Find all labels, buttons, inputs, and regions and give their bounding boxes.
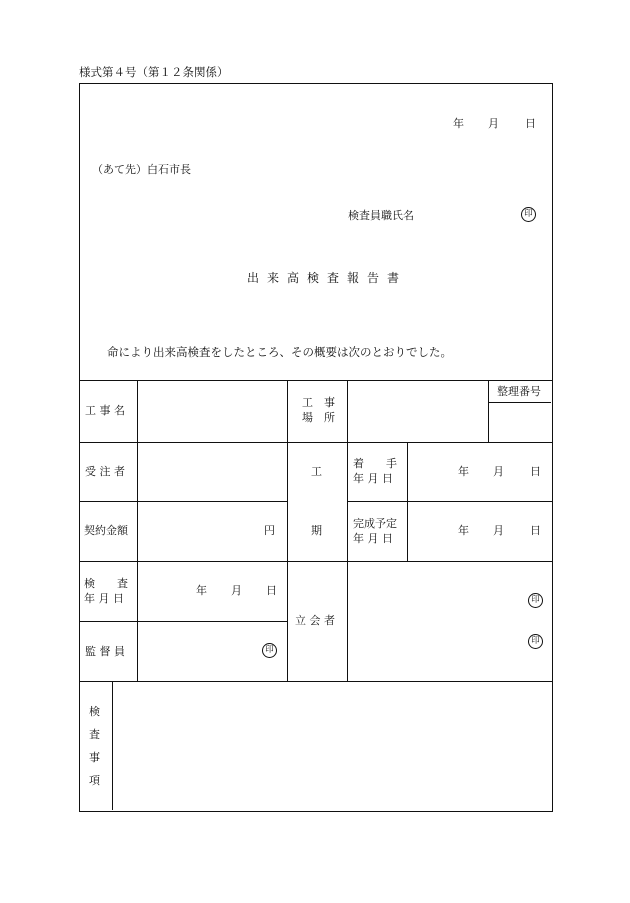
inspection-date-label-line2: 年 月 日 xyxy=(84,592,124,605)
intro-text: 命により出来高検査をしたところ、その概要は次のとおりでした。 xyxy=(107,345,452,359)
row-divider-4 xyxy=(79,621,287,622)
start-year: 年 xyxy=(458,465,469,478)
witness-seal-1-icon: 印 xyxy=(528,593,543,608)
row-divider-2b xyxy=(347,501,552,502)
addressee: （あて先）白石市長 xyxy=(92,163,191,176)
work-place-label-line1: 工 事 xyxy=(302,396,335,409)
items-label-char-1: 検 xyxy=(89,705,100,718)
row-divider-1 xyxy=(79,442,552,443)
completion-day: 日 xyxy=(530,524,541,537)
supervisor-seal-icon: 印 xyxy=(262,643,277,658)
row-divider-5 xyxy=(79,681,552,682)
items-label-char-3: 事 xyxy=(89,751,100,764)
col-divider-items xyxy=(112,681,113,810)
report-frame xyxy=(79,83,553,812)
row-divider-2a xyxy=(79,501,287,502)
work-name-label: 工 事 名 xyxy=(85,404,125,417)
start-date-label-line1: 着 手 xyxy=(353,457,397,470)
completion-year: 年 xyxy=(458,524,469,537)
items-label-char-4: 項 xyxy=(89,774,100,787)
contract-amount-yen: 円 xyxy=(264,524,275,537)
completion-month: 月 xyxy=(493,524,504,537)
period-label-1: 工 xyxy=(311,465,322,478)
witness-label: 立 会 者 xyxy=(295,614,335,627)
report-title: 出来高検査報告書 xyxy=(247,271,408,285)
col-divider-ref xyxy=(488,380,489,442)
header-date-day: 日 xyxy=(525,117,536,130)
inspection-year: 年 xyxy=(196,584,207,597)
form-number-label: 様式第４号（第１２条関係） xyxy=(79,65,229,79)
ref-number-label: 整理番号 xyxy=(497,385,541,398)
completion-date-label-line2: 年 月 日 xyxy=(353,532,393,545)
col-divider-date xyxy=(407,442,408,561)
contract-amount-label: 契約金額 xyxy=(84,524,128,537)
inspection-date-label-line1: 検 査 xyxy=(84,577,128,590)
col-divider-mid2 xyxy=(347,380,348,681)
col-divider-mid xyxy=(287,380,288,681)
inspection-month: 月 xyxy=(231,584,242,597)
table-top-border xyxy=(79,380,552,381)
supervisor-label: 監 督 員 xyxy=(85,645,125,658)
header-date-month: 月 xyxy=(488,117,499,130)
row-divider-3 xyxy=(79,561,552,562)
start-date-label-line2: 年 月 日 xyxy=(353,472,393,485)
items-label-char-2: 査 xyxy=(89,728,100,741)
start-day: 日 xyxy=(530,465,541,478)
header-date-year: 年 xyxy=(453,117,464,130)
col-divider-label xyxy=(137,380,138,681)
period-label-2: 期 xyxy=(311,524,322,537)
inspector-name-label: 検査員職氏名 xyxy=(348,209,414,222)
inspection-day: 日 xyxy=(266,584,277,597)
ref-number-divider xyxy=(488,402,551,403)
work-place-label-line2: 場 所 xyxy=(302,411,335,424)
start-month: 月 xyxy=(493,465,504,478)
contractor-label: 受 注 者 xyxy=(85,465,125,478)
completion-date-label-line1: 完成予定 xyxy=(353,517,397,530)
inspector-seal-icon: 印 xyxy=(521,207,536,222)
witness-seal-2-icon: 印 xyxy=(528,634,543,649)
